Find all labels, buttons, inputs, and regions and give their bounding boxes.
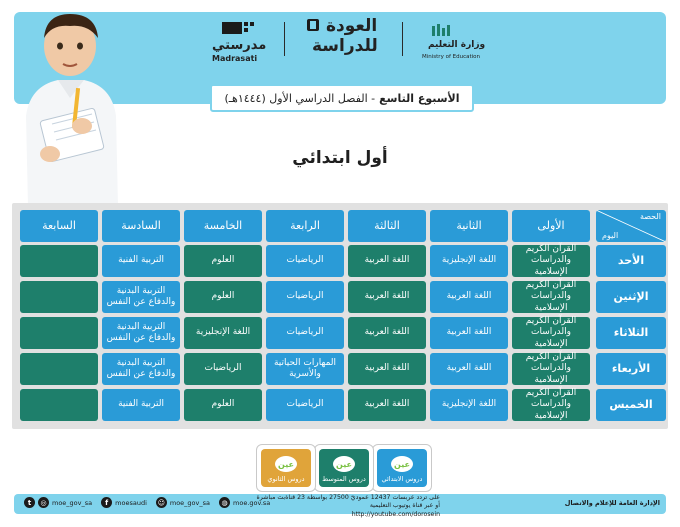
ministry-name-en: Ministry of Education: [422, 54, 481, 60]
subject-cell: [20, 245, 98, 277]
footer-broadcast-info: [240, 494, 440, 519]
header-divider: [402, 22, 403, 56]
broadcast-line-1: على تردد عربسات 12437 عموديّ 27500 بواسطة 23 قناةبث مباشرة: [256, 494, 440, 501]
madrasati-icon: [222, 22, 256, 38]
subject-cell: اللغة الإنجليزية: [430, 245, 508, 277]
corner-label-period: الحصة: [639, 212, 661, 221]
ein-channel-badge[interactable]: [314, 444, 374, 492]
subject-cell: اللغة العربية: [348, 245, 426, 277]
department-name: الإدارة العامة للإعلام والاتصال: [564, 499, 660, 507]
subject-cell: الرياضيات: [266, 245, 344, 277]
page-title: أول ابتدائي: [292, 148, 388, 168]
instagram-icon[interactable]: ◎: [38, 497, 49, 508]
day-label: الخميس: [596, 389, 666, 421]
period-header: الأولى: [512, 210, 590, 242]
madrasati-logo: [200, 22, 270, 74]
ein-channel-tile: [261, 449, 311, 487]
subject-cell: الرياضيات: [266, 389, 344, 421]
subject-cell: [20, 317, 98, 349]
social-handle[interactable]: moe.gov.sa: [233, 498, 271, 507]
week-banner: [210, 84, 474, 112]
social-links: [24, 497, 270, 508]
subject-cell: القرآن الكريم والدراسات الإسلامية: [512, 389, 590, 421]
ministry-emblem-icon: [432, 24, 454, 38]
back-to-school-line2: للدراسة: [312, 36, 378, 56]
ministry-logo: [412, 24, 486, 76]
subject-cell: اللغة العربية: [430, 317, 508, 349]
subject-cell: العلوم: [184, 281, 262, 313]
term-label: - الفصل الدراسي الأول (١٤٤٤هـ): [224, 91, 376, 105]
student-illustration: [8, 6, 136, 206]
subject-cell: [20, 389, 98, 421]
ein-logo: عين: [333, 456, 355, 472]
ein-channel-tile: [377, 449, 427, 487]
social-handle[interactable]: moesaudi: [115, 498, 147, 507]
snapchat-icon[interactable]: ☺: [157, 498, 166, 507]
madrasati-english: Madrasati: [212, 54, 258, 63]
youtube-link[interactable]: http://youtube.com/dorosein: [351, 510, 440, 518]
subject-cell: الرياضيات: [266, 317, 344, 349]
ein-channel-badge[interactable]: [372, 444, 432, 492]
subject-cell: التربية البدنية والدفاع عن النفس: [102, 317, 180, 349]
schedule-corner-header: [596, 210, 666, 242]
social-handle[interactable]: moe_gov_sa: [52, 498, 93, 507]
book-icon: [306, 18, 320, 32]
subject-cell: المهارات الحياتية والأسرية: [266, 353, 344, 385]
ein-channel-badge[interactable]: [256, 444, 316, 492]
ein-channel-label: دروس المتوسط: [322, 475, 366, 483]
corner-label-day: اليوم: [602, 231, 619, 240]
day-label: الإثنين: [596, 281, 666, 313]
subject-cell: العلوم: [184, 245, 262, 277]
twitter-icon[interactable]: t: [24, 497, 35, 508]
broadcast-line-2: أو عبر قناة يوتيوب التعليمية: [369, 502, 440, 510]
dribbble-icon[interactable]: ◍: [219, 497, 230, 508]
subject-cell: اللغة العربية: [348, 353, 426, 385]
ein-logo: عين: [275, 456, 297, 472]
subject-cell: اللغة العربية: [348, 317, 426, 349]
period-header: الثالثة: [348, 210, 426, 242]
subject-cell: الرياضيات: [266, 281, 344, 313]
subject-cell: القرآن الكريم والدراسات الإسلامية: [512, 281, 590, 313]
subject-cell: اللغة العربية: [430, 353, 508, 385]
subject-cell: القرآن الكريم والدراسات الإسلامية: [512, 245, 590, 277]
period-header: الرابعة: [266, 210, 344, 242]
back-to-school-line1: العودة: [326, 16, 378, 36]
subject-cell: التربية الفنية: [102, 245, 180, 277]
period-header: السابعة: [20, 210, 98, 242]
day-label: الأربعاء: [596, 353, 666, 385]
subject-cell: التربية الفنية: [102, 389, 180, 421]
period-header: السادسة: [102, 210, 180, 242]
subject-cell: القرآن الكريم والدراسات الإسلامية: [512, 317, 590, 349]
facebook-icon[interactable]: f: [101, 497, 112, 508]
subject-cell: اللغة العربية: [430, 281, 508, 313]
subject-cell: التربية البدنية والدفاع عن النفس: [102, 353, 180, 385]
header-divider: [284, 22, 285, 56]
subject-cell: اللغة الإنجليزية: [184, 317, 262, 349]
ein-logo: عين: [391, 456, 413, 472]
subject-cell: القرآن الكريم والدراسات الإسلامية: [512, 353, 590, 385]
subject-cell: [20, 353, 98, 385]
ministry-name-ar: وزارة التعليم: [428, 40, 486, 50]
day-label: الثلاثاء: [596, 317, 666, 349]
subject-cell: الرياضيات: [184, 353, 262, 385]
period-header: الثانية: [430, 210, 508, 242]
subject-cell: العلوم: [184, 389, 262, 421]
subject-cell: اللغة العربية: [348, 389, 426, 421]
social-handle[interactable]: moe_gov_sa: [169, 498, 211, 507]
day-label: الأحد: [596, 245, 666, 277]
subject-cell: اللغة الإنجليزية: [430, 389, 508, 421]
subject-cell: التربية البدنية والدفاع عن النفس: [102, 281, 180, 313]
madrasati-arabic: مدرستي: [212, 38, 267, 53]
ein-channel-label: دروس الثانوي: [267, 475, 305, 483]
subject-cell: اللغة العربية: [348, 281, 426, 313]
ein-channel-label: دروس الابتدائي: [381, 475, 423, 483]
back-to-school-logo: [300, 10, 390, 62]
subject-cell: [20, 281, 98, 313]
week-label: الأسبوع التاسع: [379, 91, 460, 105]
ein-channel-tile: [319, 449, 369, 487]
period-header: الخامسة: [184, 210, 262, 242]
